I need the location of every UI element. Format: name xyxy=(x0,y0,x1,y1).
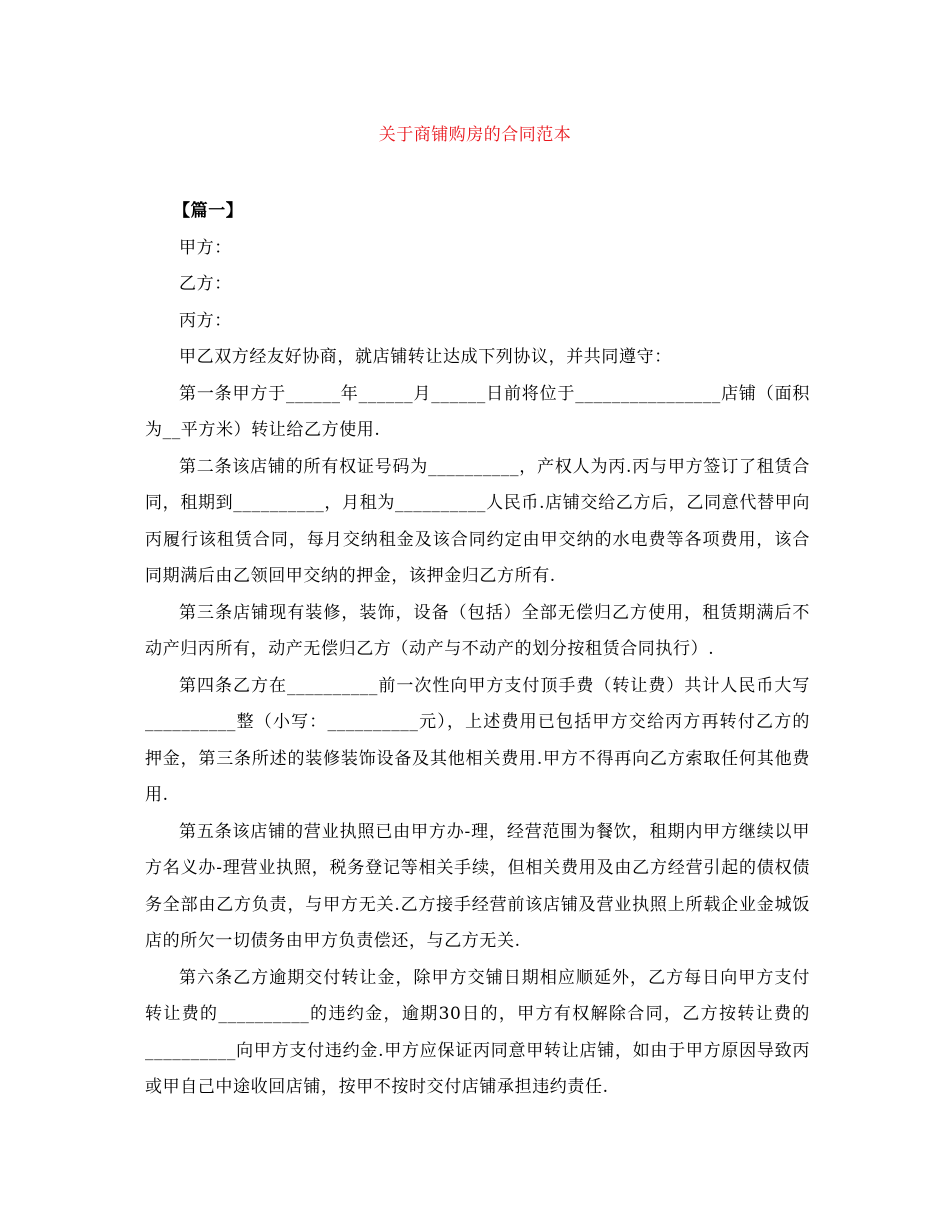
clause-6: 第六条乙方逾期交付转让金，除甲方交铺日期相应顺延外，乙方每日向甲方支付转让费的__________的违约金，逾期30日的，甲方有权解除合同，乙方按转让费的__________向甲方支付违约金.甲方应保证丙同意甲转让店铺，如由于甲方原因导致丙或甲自己中途收回店铺，按甲不按时交付店铺承担违约责任. xyxy=(145,967,810,1097)
party-c-line: 丙方： xyxy=(179,310,232,331)
clause-1: 第一条甲方于______年______月______日前将位于________________店铺（面积为__平方米）转让给乙方使用. xyxy=(145,383,810,440)
party-a-line: 甲方： xyxy=(179,237,232,258)
clause-2: 第二条该店铺的所有权证号码为__________，产权人为丙.丙与甲方签订了租赁合同，租期到__________，月租为__________人民币.店铺交给乙方后，乙同意代替甲向丙履行该租赁合同，每月交纳租金及该合同约定由甲交纳的水电费等各项费用，该合同期满后由乙领回甲交纳的押金，该押金归乙方所有. xyxy=(145,456,810,586)
document-body xyxy=(145,193,810,1106)
document-title: 关于商铺购房的合同范本 xyxy=(378,125,572,145)
clause-4: 第四条乙方在__________前一次性向甲方支付顶手费（转让费）共计人民币大写__________整（小写：__________元），上述费用已包括甲方交给丙方再转付乙方的押金，第三条所述的装修装饰设备及其他相关费用.甲方不得再向乙方索取任何其他费用. xyxy=(145,675,810,805)
intro-paragraph: 甲乙双方经友好协商，就店铺转让达成下列协议，并共同遵守： xyxy=(179,347,672,367)
clause-3: 第三条店铺现有装修，装饰，设备（包括）全部无偿归乙方使用，租赁期满后不动产归丙所有，动产无偿归乙方（动产与不动产的划分按租赁合同执行）. xyxy=(145,602,810,659)
party-b-line: 乙方： xyxy=(179,274,232,294)
clause-5: 第五条该店铺的营业执照已由甲方办-理，经营范围为餐饮，租期内甲方继续以甲方名义办-理营业执照，税务登记等相关手续，但相关费用及由乙方经营引起的债权债务全部由乙方负责，与甲方无关.乙方接手经营前该店铺及营业执照上所载企业金城饭店的所欠一切债务由甲方负责偿还，与乙方无关. xyxy=(145,821,810,951)
section-heading: 【篇一】 xyxy=(173,201,244,221)
